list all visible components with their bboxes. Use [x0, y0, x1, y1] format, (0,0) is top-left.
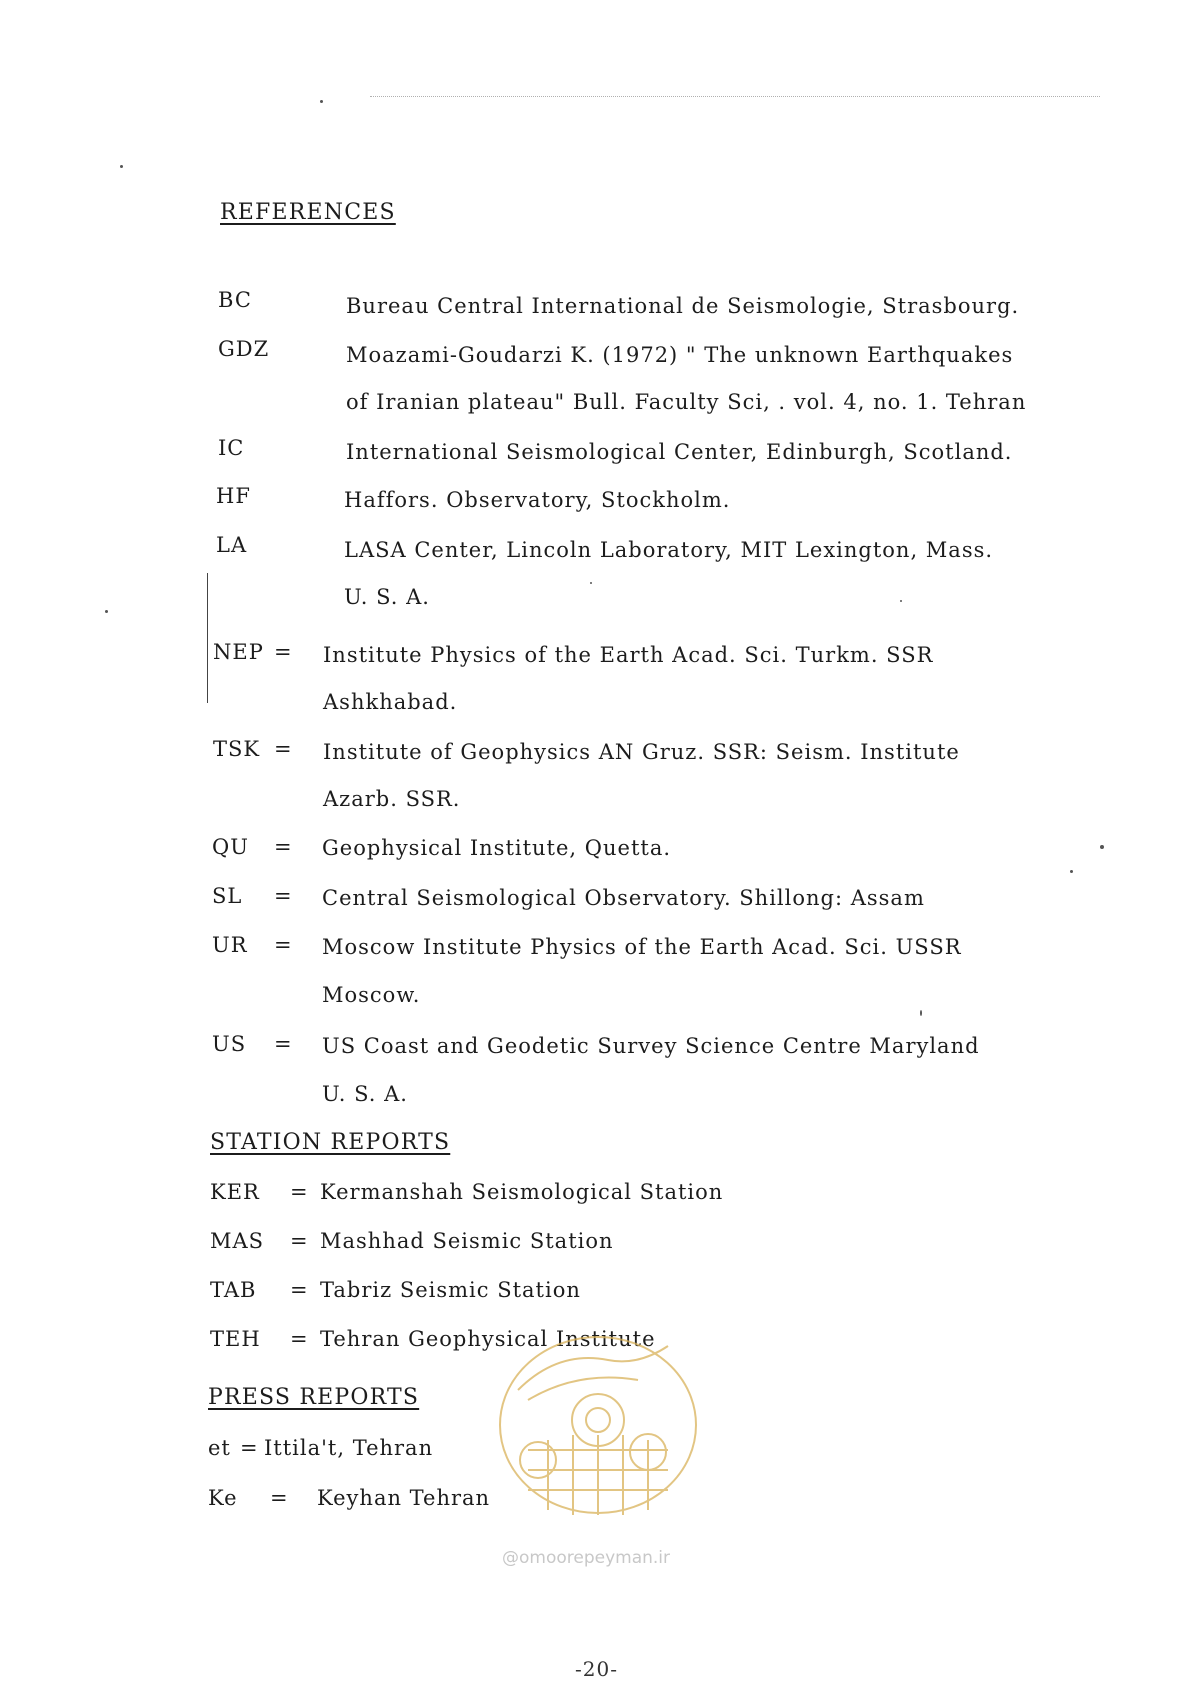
- station-code-mas: MAS: [210, 1229, 265, 1253]
- station-code-teh: TEH: [210, 1327, 261, 1351]
- station-sep-tab: =: [290, 1278, 309, 1302]
- scan-speck: [900, 600, 902, 602]
- scan-speck: [105, 610, 108, 613]
- station-sep-teh: =: [290, 1327, 309, 1351]
- scan-speck: [590, 582, 592, 584]
- ref-sep-nep: =: [274, 640, 293, 664]
- ref-code-sl: SL: [212, 884, 243, 908]
- ref-code-qu: QU: [212, 835, 249, 859]
- ref-code-ur: UR: [212, 933, 248, 957]
- ref-text-ur-2: Moscow.: [322, 983, 421, 1007]
- station-code-ker: KER: [210, 1180, 260, 1204]
- scan-top-line: [370, 96, 1100, 97]
- scan-speck: [920, 1010, 922, 1016]
- ref-text-bc: Bureau Central International de Seismologie, Strasbourg.: [346, 294, 1020, 318]
- ref-code-la: LA: [216, 533, 248, 557]
- ref-code-ic: IC: [218, 436, 245, 460]
- press-text-ke: Keyhan Tehran: [317, 1486, 491, 1510]
- page-number: -20-: [575, 1657, 618, 1681]
- references-heading: REFERENCES: [220, 200, 396, 225]
- margin-rule: [207, 573, 208, 703]
- press-sep-et: =: [240, 1436, 259, 1460]
- station-text-teh: Tehran Geophysical Institute: [320, 1327, 656, 1351]
- press-reports-heading: PRESS REPORTS: [208, 1385, 420, 1410]
- ref-text-nep-1: Institute Physics of the Earth Acad. Sci. Turkm. SSR: [323, 643, 934, 667]
- station-text-tab: Tabriz Seismic Station: [320, 1278, 581, 1302]
- scan-speck: [1100, 845, 1104, 849]
- ref-code-us: US: [212, 1032, 247, 1056]
- ref-text-nep-2: Ashkhabad.: [323, 690, 458, 714]
- ref-sep-ur: =: [274, 933, 293, 957]
- station-reports-heading: STATION REPORTS: [210, 1130, 451, 1155]
- watermark-site: @omoorepeyman.ir: [502, 1548, 671, 1568]
- ref-code-bc: BC: [218, 288, 252, 312]
- ref-text-ur-1: Moscow Institute Physics of the Earth Acad. Sci. USSR: [322, 935, 962, 959]
- station-text-mas: Mashhad Seismic Station: [320, 1229, 614, 1253]
- ref-code-gdz: GDZ: [218, 337, 270, 361]
- ref-text-la-1: LASA Center, Lincoln Laboratory, MIT Lexington, Mass.: [344, 538, 994, 562]
- station-code-tab: TAB: [210, 1278, 257, 1302]
- station-sep-ker: =: [290, 1180, 309, 1204]
- press-text-et: Ittila't, Tehran: [264, 1436, 434, 1460]
- ref-text-tsk-2: Azarb. SSR.: [323, 787, 461, 811]
- ref-text-gdz-2: of Iranian plateau" Bull. Faculty Sci, . vol. 4, no. 1. Tehran: [346, 390, 1027, 414]
- press-sep-ke: =: [270, 1486, 289, 1510]
- ref-text-gdz-1: Moazami-Goudarzi K. (1972) " The unknown Earthquakes: [346, 343, 1014, 367]
- ref-sep-sl: =: [274, 884, 293, 908]
- ref-code-nep: NEP: [213, 640, 264, 664]
- ref-text-us-2: U. S. A.: [322, 1082, 408, 1106]
- scan-speck: [1070, 870, 1073, 873]
- ref-text-sl: Central Seismological Observatory. Shillong: Assam: [322, 886, 925, 910]
- ref-sep-us: =: [274, 1032, 293, 1056]
- ref-sep-qu: =: [274, 835, 293, 859]
- ref-text-tsk-1: Institute of Geophysics AN Gruz. SSR: Seism. Institute: [323, 740, 960, 764]
- ref-code-hf: HF: [216, 484, 251, 508]
- station-text-ker: Kermanshah Seismological Station: [320, 1180, 724, 1204]
- ref-text-us-1: US Coast and Geodetic Survey Science Centre Maryland: [322, 1034, 980, 1058]
- ref-text-la-2: U. S. A.: [344, 585, 430, 609]
- ref-code-tsk: TSK: [213, 737, 261, 761]
- scan-speck: [320, 100, 323, 103]
- press-code-ke: Ke: [208, 1486, 238, 1510]
- scan-speck: [120, 165, 123, 168]
- ref-text-ic: International Seismological Center, Edinburgh, Scotland.: [346, 440, 1013, 464]
- station-sep-mas: =: [290, 1229, 309, 1253]
- ref-text-qu: Geophysical Institute, Quetta.: [322, 836, 672, 860]
- press-code-et: et: [208, 1436, 231, 1460]
- ref-sep-tsk: =: [274, 737, 293, 761]
- ref-text-hf: Haffors. Observatory, Stockholm.: [344, 488, 731, 512]
- watermark-seal-icon: [488, 1330, 708, 1530]
